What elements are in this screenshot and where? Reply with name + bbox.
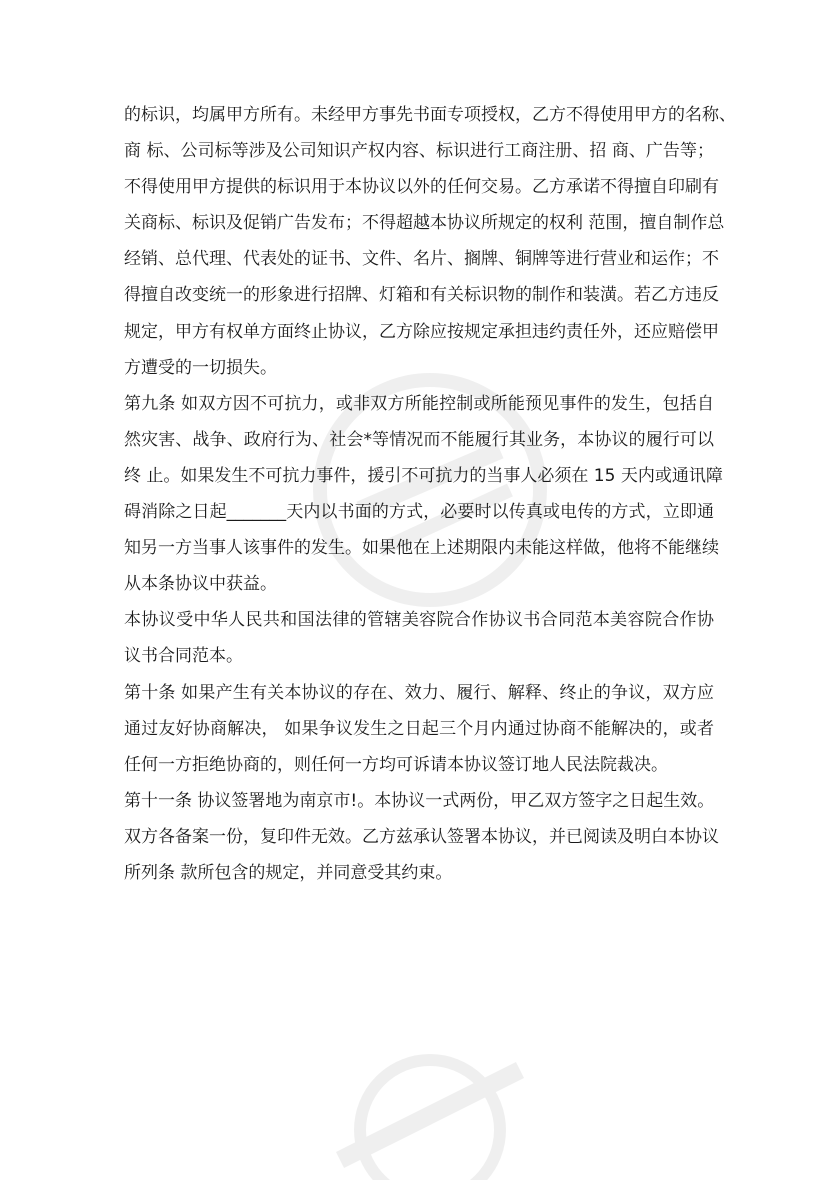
text-line: 双方各备案一份，复印件无效。乙方兹承认签署本协议，并已阅读及明白本协议 xyxy=(124,826,719,847)
text-line: 规定，甲方有权单方面终止协议，乙方除应按规定承担违约责任外，还应赔偿甲 xyxy=(124,321,719,342)
text-line: 议书合同范本。 xyxy=(124,646,243,667)
text-line: 终 止。如果发生不可抗力事件，援引不可抗力的当事人必须在 15 天内或通讯障 xyxy=(124,465,723,486)
text-line: 本协议受中华人民共和国法律的管辖美容院合作协议书合同范本美容院合作协 xyxy=(124,610,714,631)
text-line: 然灾害、战争、政府行为、社会*等情况而不能履行其业务，本协议的履行可以 xyxy=(124,429,714,450)
text-line: 任何一方拒绝协商的，则任何一方均可诉请本协议签订地人民法院裁决。 xyxy=(124,754,668,775)
text-line: 第九条 如双方因不可抗力，或非双方所能控制或所能预见事件的发生，包括自 xyxy=(124,393,714,414)
text-line: 从本条协议中获益。 xyxy=(124,574,277,595)
watermark-logo-bottom xyxy=(320,1040,540,1180)
text-line: 关商标、标识及促销广告发布；不得超越本协议所规定的权利 范围，擅自制作总 xyxy=(124,213,725,234)
document-body xyxy=(124,104,736,898)
text-line: 方遭受的一切损失。 xyxy=(124,357,277,378)
text-line: 第十一条 协议签署地为南京市!。本协议一式两份，甲乙双方签字之日起生效。 xyxy=(124,790,715,811)
text-line: 商 标、公司标等涉及公司知识产权内容、标识进行工商注册、招 商、广告等； xyxy=(124,141,714,162)
text-line: 第十条 如果产生有关本协议的存在、效力、履行、解释、终止的争议，双方应 xyxy=(124,682,714,703)
text-line: 的标识，均属甲方所有。未经甲方事先书面专项授权，乙方不得使用甲方的名称、 xyxy=(124,105,736,125)
text-line: 知另一方当事人该事件的发生。如果他在上述期限内未能这样做，他将不能继续 xyxy=(124,538,719,559)
text-line: 所列条 款所包含的规定，并同意受其约束。 xyxy=(124,862,453,883)
text-line: 通过友好协商解决， 如果争议发生之日起三个月内通过协商不能解决的，或者 xyxy=(124,718,714,739)
text-line: 碍消除之日起_______天内以书面的方式，必要时以传真或电传的方式，立即通 xyxy=(124,502,714,523)
text-line: 经销、总代理、代表处的证书、文件、名片、搁牌、铜牌等进行营业和运作；不 xyxy=(124,249,719,270)
text-line: 得擅自改变统一的形象进行招牌、灯箱和有关标识物的制作和装潢。若乙方违反 xyxy=(124,285,719,306)
text-line: 不得使用甲方提供的标识用于本协议以外的任何交易。乙方承诺不得擅自印刷有 xyxy=(124,177,719,198)
